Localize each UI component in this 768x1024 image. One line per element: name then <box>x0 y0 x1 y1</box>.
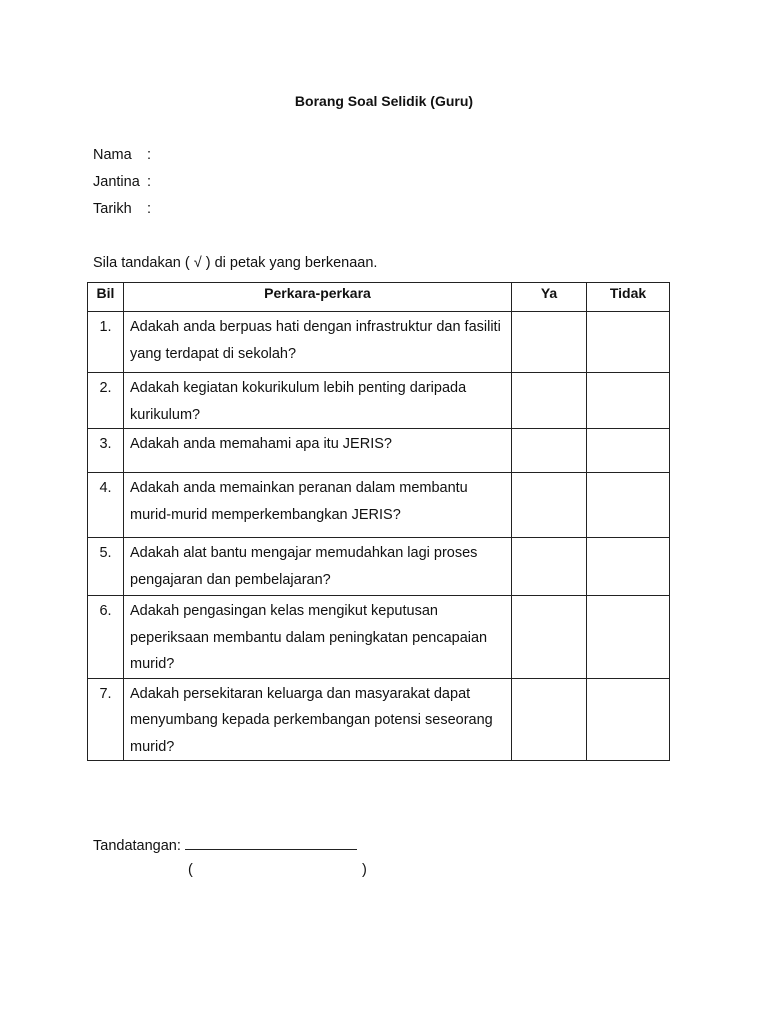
name-paren-close: ) <box>362 862 367 878</box>
name-paren-open: ( <box>188 862 193 878</box>
header-bil: Bil <box>88 283 124 312</box>
field-label: Jantina <box>93 174 140 190</box>
checkbox-ya[interactable] <box>512 473 587 538</box>
checkbox-tidak[interactable] <box>587 429 670 473</box>
document-title: Borang Soal Selidik (Guru) <box>294 93 474 109</box>
row-question: Adakah anda memahami apa itu JERIS? <box>124 429 512 473</box>
field-tarikh <box>93 200 151 218</box>
checkbox-tidak[interactable] <box>587 373 670 429</box>
signature-label: Tandatangan: <box>93 838 181 854</box>
row-question: Adakah anda berpuas hati dengan infrastruktur dan fasiliti yang terdapat di sekolah? <box>124 312 512 373</box>
field-colon: : <box>147 147 152 163</box>
table-row <box>88 429 670 473</box>
checkbox-tidak[interactable] <box>587 538 670 596</box>
row-number: 6. <box>88 596 124 679</box>
row-question: Adakah pengasingan kelas mengikut keputusan peperiksaan membantu dalam peningkatan pencapaian murid? <box>124 596 512 679</box>
row-question: Adakah anda memainkan peranan dalam membantu murid-murid memperkembangkan JERIS? <box>124 473 512 538</box>
row-number: 1. <box>88 312 124 373</box>
row-number: 5. <box>88 538 124 596</box>
checkbox-tidak[interactable] <box>587 312 670 373</box>
field-colon: : <box>147 201 152 217</box>
checkbox-ya[interactable] <box>512 538 587 596</box>
field-nama <box>93 146 151 164</box>
field-label: Tarikh <box>93 201 132 217</box>
row-question: Adakah kegiatan kokurikulum lebih penting daripada kurikulum? <box>124 373 512 429</box>
checkbox-ya[interactable] <box>512 429 587 473</box>
survey-table <box>87 282 670 761</box>
header-perkara: Perkara-perkara <box>124 283 512 312</box>
table-row <box>88 538 670 596</box>
field-colon: : <box>147 174 152 190</box>
header-tidak: Tidak <box>587 283 670 312</box>
header-ya: Ya <box>512 283 587 312</box>
table-row <box>88 596 670 679</box>
row-number: 7. <box>88 678 124 761</box>
checkbox-ya[interactable] <box>512 596 587 679</box>
field-label: Nama <box>93 147 132 163</box>
table-row <box>88 678 670 761</box>
signature-line <box>93 835 357 855</box>
checkbox-ya[interactable] <box>512 373 587 429</box>
table-row <box>88 312 670 373</box>
checkbox-tidak[interactable] <box>587 473 670 538</box>
table-row <box>88 373 670 429</box>
checkbox-tidak[interactable] <box>587 596 670 679</box>
instruction-text: Sila tandakan ( √ ) di petak yang berkenaan. <box>93 255 378 271</box>
table-header-row <box>88 283 670 312</box>
table-row <box>88 473 670 538</box>
row-number: 3. <box>88 429 124 473</box>
checkbox-ya[interactable] <box>512 312 587 373</box>
row-question: Adakah persekitaran keluarga dan masyarakat dapat menyumbang kepada perkembangan potensi seseorang murid? <box>124 678 512 761</box>
row-question: Adakah alat bantu mengajar memudahkan lagi proses pengajaran dan pembelajaran? <box>124 538 512 596</box>
checkbox-ya[interactable] <box>512 678 587 761</box>
row-number: 2. <box>88 373 124 429</box>
checkbox-tidak[interactable] <box>587 678 670 761</box>
signature-underline[interactable] <box>185 835 357 850</box>
row-number: 4. <box>88 473 124 538</box>
field-jantina <box>93 173 151 191</box>
